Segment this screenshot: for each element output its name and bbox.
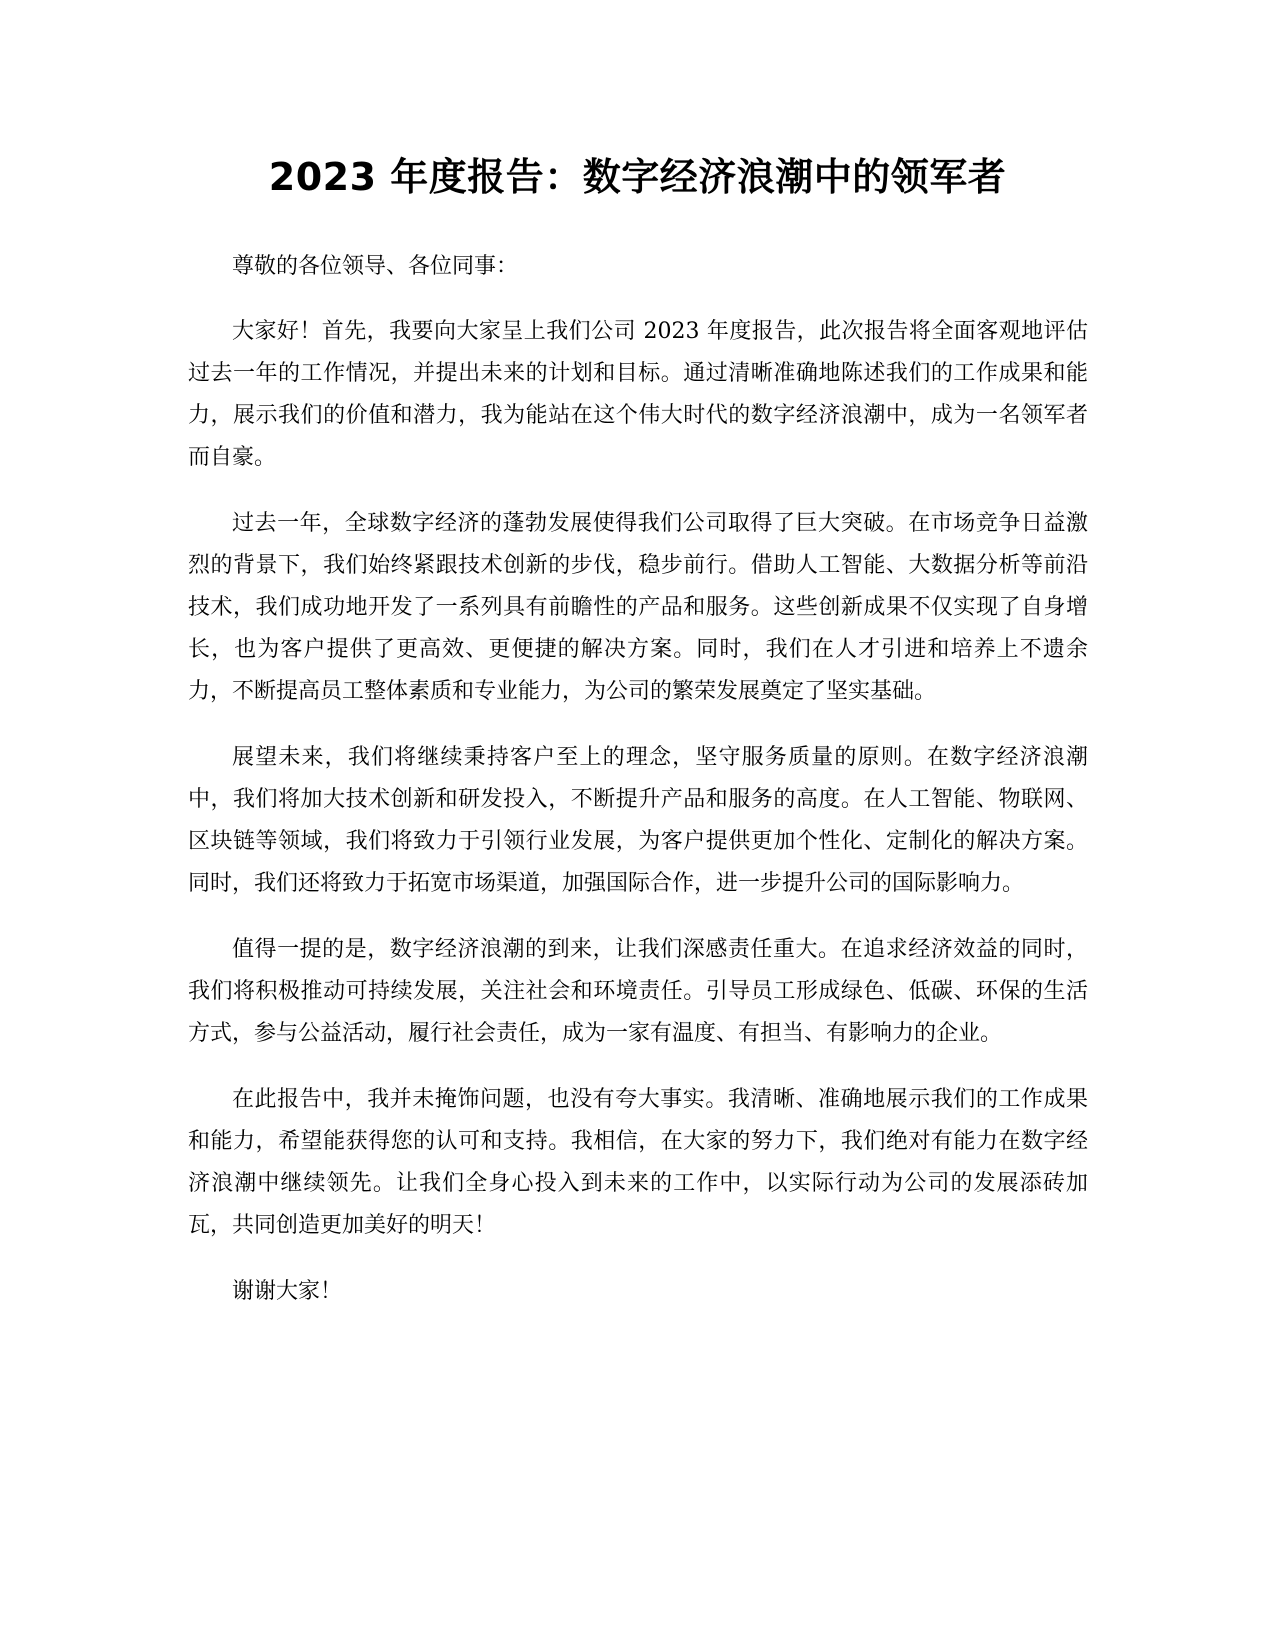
document-body	[188, 246, 1088, 1313]
paragraph-intro: 大家好！首先，我要向大家呈上我们公司 2023 年度报告，此次报告将全面客观地评估过去一年的工作情况，并提出未来的计划和目标。通过清晰准确地陈述我们的工作成果和能力，展示我们的价值和潜力，我为能站在这个伟大时代的数字经济浪潮中，成为一名领军者而自豪。	[188, 319, 1088, 470]
page-title: 2023 年度报告：数字经济浪潮中的领军者	[268, 155, 1007, 199]
paragraph-responsibility: 值得一提的是，数字经济浪潮的到来，让我们深感责任重大。在追求经济效益的同时，我们将积极推动可持续发展，关注社会和环境责任。引导员工形成绿色、低碳、环保的生活方式，参与公益活动，履行社会责任，成为一家有温度、有担当、有影响力的企业。	[188, 937, 1088, 1046]
paragraph-conclusion: 在此报告中，我并未掩饰问题，也没有夸大事实。我清晰、准确地展示我们的工作成果和能力，希望能获得您的认可和支持。我相信，在大家的努力下，我们绝对有能力在数字经济浪潮中继续领先。让我们全身心投入到未来的工作中，以实际行动为公司的发展添砖加瓦，共同创造更加美好的明天！	[188, 1087, 1088, 1238]
paragraph-outlook: 展望未来，我们将继续秉持客户至上的理念，坚守服务质量的原则。在数字经济浪潮中，我们将加大技术创新和研发投入，不断提升产品和服务的高度。在人工智能、物联网、区块链等领域，我们将致力于引领行业发展，为客户提供更加个性化、定制化的解决方案。同时，我们还将致力于拓宽市场渠道，加强国际合作，进一步提升公司的国际影响力。	[188, 745, 1088, 896]
paragraph-past-year: 过去一年，全球数字经济的蓬勃发展使得我们公司取得了巨大突破。在市场竞争日益激烈的背景下，我们始终紧跟技术创新的步伐，稳步前行。借助人工智能、大数据分析等前沿技术，我们成功地开发了一系列具有前瞻性的产品和服务。这些创新成果不仅实现了自身增长，也为客户提供了更高效、更便捷的解决方案。同时，我们在人才引进和培养上不遗余力，不断提高员工整体素质和专业能力，为公司的繁荣发展奠定了坚实基础。	[188, 511, 1088, 704]
salutation: 尊敬的各位领导、各位同事：	[232, 254, 519, 279]
closing-thanks: 谢谢大家！	[232, 1279, 343, 1304]
